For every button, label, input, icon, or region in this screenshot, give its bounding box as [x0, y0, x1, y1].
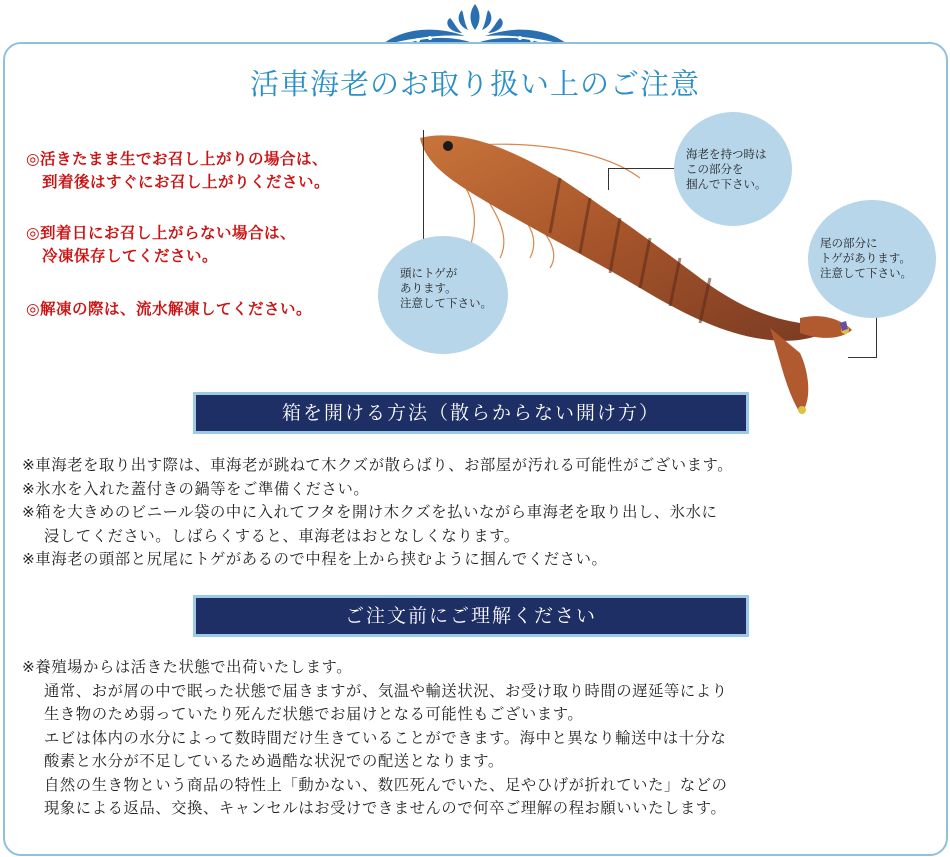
notice-text-line: 生き物のため弱っていたり死んだ状態でお届けとなる可能性もございます。 — [44, 705, 584, 723]
notice-text-line: ※養殖場からは活きた状態で出荷いたします。 — [22, 658, 353, 676]
notice-line: ◎活きたまま生でお召し上がりの場合は、 — [26, 150, 329, 168]
notice-line: ◎解凍の際は、流水解凍してください。 — [26, 300, 313, 318]
bubble-text: 海老を持つ時は — [686, 147, 767, 161]
bubble-text: 掴んで下さい。 — [686, 177, 767, 191]
section-heading-open-box: 箱を開ける方法（散らからない開け方） — [196, 395, 746, 431]
notice-text-line: 通常、おが屑の中で眠った状態で届きますが、気温や輸送状況、お受け取り時間の遅延等により — [44, 681, 728, 700]
page-title: 活車海老のお取り扱い上のご注意 — [249, 67, 700, 101]
bubble-text: トゲがあります。 — [820, 251, 911, 265]
notice-line: 到着後はすぐにお召し上がりください。 — [42, 173, 331, 191]
body-callout-bubble — [674, 112, 792, 226]
callout-line — [423, 130, 424, 252]
callout-line — [848, 357, 877, 358]
section-heading-understanding: ご注文前にご理解ください — [196, 598, 746, 634]
bubble-text: 頭にトゲが — [400, 266, 458, 280]
bubble-text: あります。 — [400, 281, 457, 295]
instruction-line: ※車海老を取り出す際は、車海老が跳ねて木クズが散らばり、お部屋が汚れる可能性がございます。 — [22, 456, 734, 474]
tail-callout-bubble — [808, 200, 936, 318]
understanding-text — [22, 656, 728, 821]
head-callout-bubble — [378, 236, 508, 354]
callout-line — [608, 168, 609, 190]
notice-item — [26, 298, 312, 321]
notice-text-line: 酸素と水分が不足しているため過酷な状況での配送となります。 — [44, 752, 504, 770]
bubble-text: 注意して下さい。 — [400, 296, 492, 310]
notice-text-line: 現象による返品、交換、キャンセルはお受けできませんので何卒ご理解の程お願いいたします。 — [44, 799, 727, 817]
open-box-instructions — [22, 454, 733, 572]
notice-line: 冷凍保存してください。 — [42, 247, 219, 265]
bubble-text: この部分を — [686, 162, 744, 176]
notice-line: ◎到着日にお召し上がらない場合は、 — [26, 224, 297, 242]
instruction-line: ※車海老の頭部と尻尾にトゲがあるので中程を上から挟むように掴んでください。 — [22, 550, 608, 568]
notice-item — [26, 148, 330, 194]
instruction-line: 浸してください。しばらくすると、車海老はおとなしくなります。 — [44, 526, 520, 545]
instruction-line: ※氷水を入れた蓋付きの鍋等をご準備ください。 — [22, 479, 370, 498]
instruction-line: ※箱を大きめのビニール袋の中に入れてフタを開け木クズを払いながら車海老を取り出し、氷水に — [22, 503, 718, 521]
bubble-text: 尾の部分に — [820, 236, 878, 250]
notice-item — [26, 222, 296, 268]
bubble-text: 注意して下さい。 — [820, 266, 912, 280]
notice-text-line: 自然の生き物という商品の特性上「動かない、数匹死んでいた、足やひげが折れていた」などの — [44, 775, 728, 794]
callout-line — [608, 168, 676, 169]
notice-text-line: エビは体内の水分によって数時間だけ生きていることができます。海中と異なり輸送中は十分な — [44, 728, 727, 747]
